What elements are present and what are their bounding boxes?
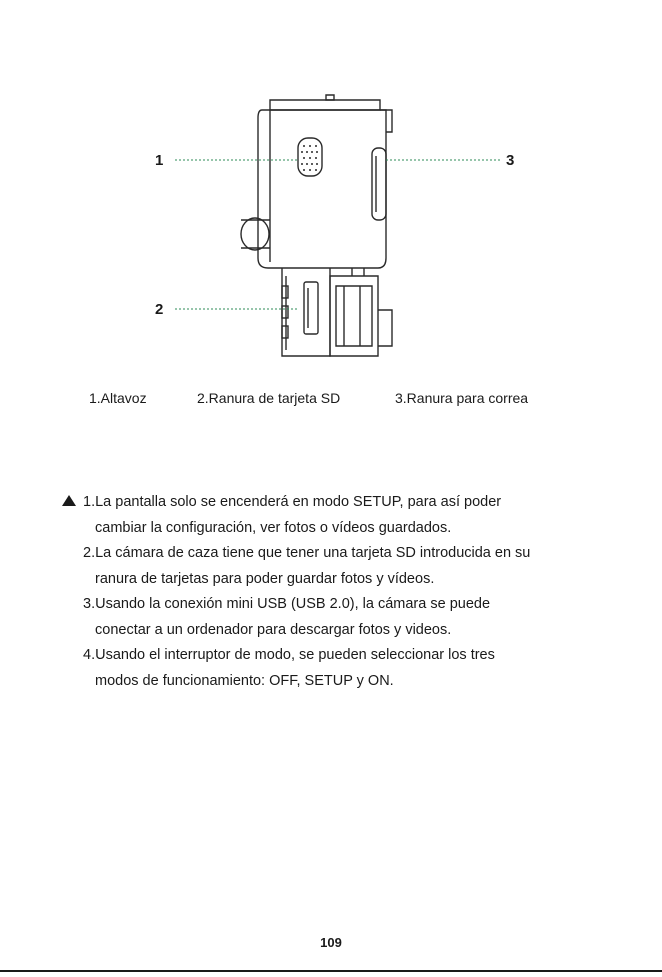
note-line: ranura de tarjetas para poder guardar fotos y vídeos. [95, 570, 435, 587]
note-line: cambiar la configuración, ver fotos o vídeos guardados. [95, 519, 452, 536]
callout-1: 1 [155, 152, 164, 169]
note-line: 4.Usando el interruptor de modo, se pueden seleccionar los tres [83, 647, 495, 663]
callout-2: 2 [155, 301, 164, 318]
callout-3: 3 [506, 152, 515, 169]
note-line: 2.La cámara de caza tiene que tener una tarjeta SD introducida en su [83, 545, 531, 561]
caption-speaker: 1.Altavoz [89, 390, 147, 406]
notes-list [62, 490, 622, 694]
bottom-rule [0, 970, 662, 972]
note-line: conectar a un ordenador para descargar fotos y videos. [95, 621, 452, 638]
note-line: 1.La pantalla solo se encenderá en modo SETUP, para así poder [83, 494, 502, 510]
note-item [62, 490, 622, 541]
note-line: modos de funcionamiento: OFF, SETUP y ON. [95, 672, 394, 689]
note-line: 3.Usando la conexión mini USB (USB 2.0), la cámara se puede [83, 596, 491, 612]
caption-strap-slot: 3.Ranura para correa [395, 390, 529, 406]
speaker-grille-dots [301, 145, 318, 171]
note-item [62, 592, 622, 643]
caption-sd-slot: 2.Ranura de tarjeta SD [197, 390, 341, 406]
page-number: 109 [320, 935, 342, 950]
camera-side-illustration [0, 0, 662, 380]
note-item [62, 643, 622, 694]
note-item [62, 541, 622, 592]
